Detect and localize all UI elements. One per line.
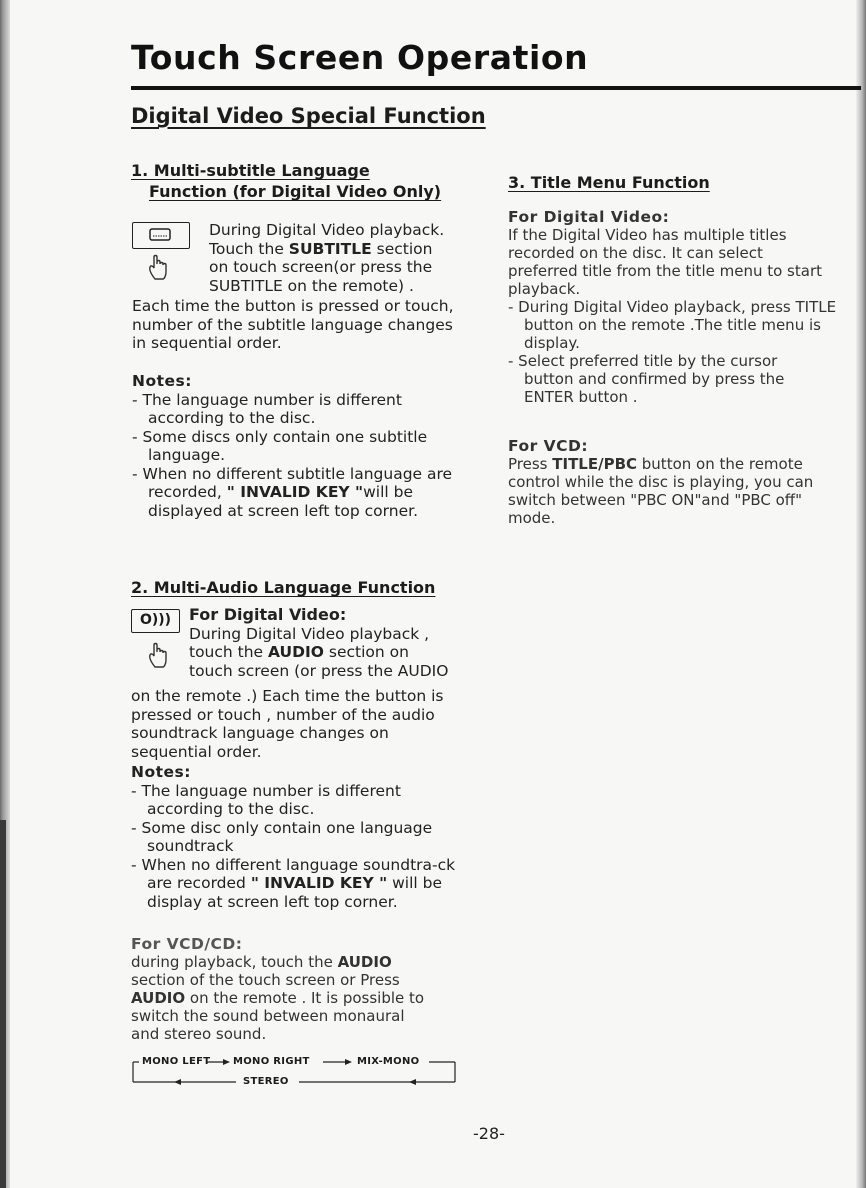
audio-instr-line1: During Digital Video playback , xyxy=(189,624,430,643)
diagram-stereo: STEREO xyxy=(243,1076,289,1087)
audio-body-line1: on the remote .) Each time the button is xyxy=(131,687,444,705)
subtitle-instructions xyxy=(209,221,499,295)
page-title: Touch Screen Operation xyxy=(131,38,589,77)
audio-body-line4: sequential order. xyxy=(131,742,262,761)
audio-sub-heading: For Digital Video: xyxy=(189,605,347,624)
audio-icon xyxy=(131,609,180,633)
subtitle-note-3: - When no different subtitle language are recorded, " INVALID KEY "will be displayed at screen left top corner. xyxy=(132,464,453,520)
title-menu-vcd-line3: switch between "PBC ON"and "PBC off" xyxy=(508,491,803,509)
diagram-mix-mono: MIX-MONO xyxy=(357,1056,420,1067)
audio-vcd-line3: AUDIO on the remote . It is possible to xyxy=(131,989,425,1007)
audio-vcd-line1: during playback, touch the AUDIO xyxy=(131,953,392,971)
title-menu-vcd-line1: Press TITLE/PBC button on the remote xyxy=(508,455,803,473)
audio-vcd-line4: switch the sound between monaural xyxy=(131,1007,405,1025)
audio-note-1: - The language number is different according to the disc. xyxy=(131,781,401,818)
section-title: Digital Video Special Function xyxy=(131,104,486,128)
title-menu-heading: 3. Title Menu Function xyxy=(508,173,710,192)
title-menu-vcd xyxy=(508,437,858,527)
title-menu-dv xyxy=(508,208,858,406)
audio-instructions xyxy=(189,606,489,680)
audio-notes-label: Notes: xyxy=(131,763,191,781)
audio-wave-icon: O))) xyxy=(139,612,172,628)
diagram-mono-right: MONO RIGHT xyxy=(233,1056,310,1067)
title-menu-vcd-line2: control while the disc is playing, you can xyxy=(508,473,814,491)
audio-heading: 2. Multi-Audio Language Function xyxy=(131,578,436,597)
subtitle-hand-icon xyxy=(146,252,172,286)
title-menu-dv-line3: preferred title from the title menu to start xyxy=(508,262,822,280)
audio-hand-icon xyxy=(146,640,172,674)
title-menu-vcd-line4: mode. xyxy=(508,509,556,527)
title-menu-step-2: - Select preferred title by the cursor button and confirmed by press the ENTER button . xyxy=(508,352,785,406)
audio-vcd-line5: and stereo sound. xyxy=(131,1025,267,1043)
audio-vcd-heading: For VCD/CD: xyxy=(131,935,243,953)
subtitle-note-1: - The language number is different according to the disc. xyxy=(132,390,402,427)
audio-note-2: - Some disc only contain one language soundtrack xyxy=(131,818,433,855)
audio-body xyxy=(131,687,491,761)
diagram-mono-left: MONO LEFT xyxy=(142,1056,211,1067)
audio-vcd xyxy=(131,935,481,1043)
audio-instr-line2: touch the AUDIO section on xyxy=(189,643,409,661)
subtitle-body-line2: number of the subtitle language changes xyxy=(132,315,453,334)
subtitle-body-line1: Each time the button is pressed or touch, xyxy=(132,297,454,315)
sound-mode-diagram xyxy=(131,1052,461,1088)
subtitle-instr-line3: on touch screen(or press the xyxy=(209,258,433,276)
audio-instr-line3: touch screen (or press the AUDIO xyxy=(189,661,449,680)
audio-vcd-line2: section of the touch screen or Press xyxy=(131,971,400,989)
subtitle-heading-line2: Function (for Digital Video Only) xyxy=(149,182,442,201)
page-left-shadow xyxy=(0,820,6,1188)
title-menu-vcd-heading: For VCD: xyxy=(508,437,589,455)
subtitle-section xyxy=(131,160,491,202)
page-right-edge xyxy=(856,0,866,1188)
title-menu-dv-line2: recorded on the disc. It can select xyxy=(508,244,763,262)
audio-body-line3: soundtrack language changes on xyxy=(131,724,389,742)
subtitle-instr-line2: Touch the SUBTITLE section xyxy=(209,239,433,258)
title-menu-dv-heading: For Digital Video: xyxy=(508,208,670,226)
title-menu-step-1: - During Digital Video playback, press TITLE button on the remote .The title menu is display. xyxy=(508,298,837,352)
page-number: -28- xyxy=(473,1124,505,1143)
audio-note-3: - When no different language soundtra-ck are recorded " INVALID KEY " will be display at screen left top corner. xyxy=(131,855,456,911)
audio-body-line2: pressed or touch , number of the audio xyxy=(131,705,435,724)
audio-notes xyxy=(131,763,481,911)
subtitle-screen-icon xyxy=(133,223,187,247)
subtitle-body xyxy=(132,297,497,353)
subtitle-body-line3: in sequential order. xyxy=(132,334,282,352)
subtitle-icon xyxy=(132,222,190,249)
title-menu-dv-line4: playback. xyxy=(508,280,581,298)
subtitle-notes-label: Notes: xyxy=(132,372,192,390)
title-menu-dv-line1: If the Digital Video has multiple titles xyxy=(508,226,787,244)
subtitle-heading-line1: 1. Multi-subtitle Language xyxy=(131,161,370,180)
subtitle-note-2: - Some discs only contain one subtitle language. xyxy=(132,427,428,464)
subtitle-instr-line4: SUBTITLE on the remote) . xyxy=(209,276,414,295)
title-rule xyxy=(131,86,861,90)
subtitle-instr-line1: During Digital Video playback. xyxy=(209,221,445,239)
subtitle-notes xyxy=(132,372,472,520)
